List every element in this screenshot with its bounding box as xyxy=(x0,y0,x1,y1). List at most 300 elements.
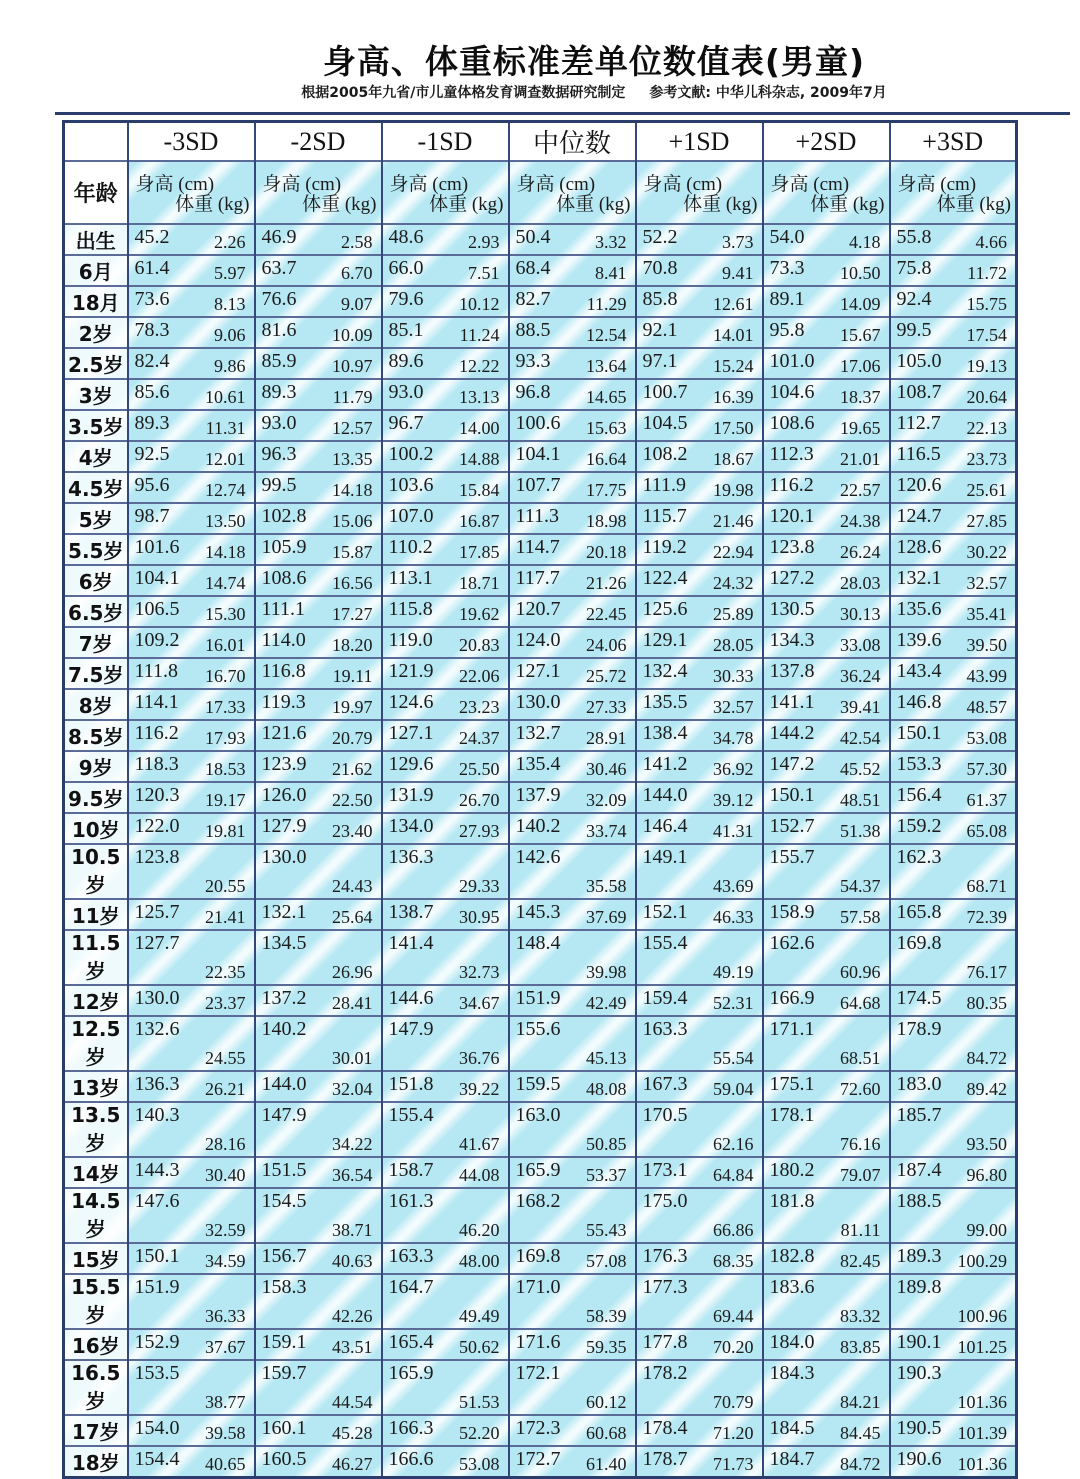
weight-value: 70.20 xyxy=(713,1337,754,1357)
weight-value: 84.45 xyxy=(840,1423,881,1443)
data-cell xyxy=(382,627,509,658)
data-cell xyxy=(128,441,255,472)
data-cell xyxy=(128,658,255,689)
height-value: 162.6 xyxy=(769,932,815,954)
age-cell: 出生 xyxy=(64,224,128,255)
height-value: 159.4 xyxy=(642,987,688,1009)
weight-value: 18.20 xyxy=(332,635,373,655)
weight-value: 46.20 xyxy=(459,1220,500,1240)
data-cell xyxy=(255,410,382,441)
data-cell xyxy=(636,596,763,627)
height-value: 78.3 xyxy=(134,319,170,341)
height-value: 122.0 xyxy=(134,815,180,837)
height-value: 127.1 xyxy=(515,660,561,682)
weight-value: 60.12 xyxy=(586,1392,627,1412)
weight-value: 28.03 xyxy=(840,573,881,593)
table-row xyxy=(64,410,1017,441)
weight-value: 22.94 xyxy=(713,542,754,562)
weight-value: 51.53 xyxy=(459,1392,500,1412)
weight-value: 10.97 xyxy=(332,356,373,376)
weight-value: 24.37 xyxy=(459,728,500,748)
table-row xyxy=(64,1446,1017,1478)
weight-value: 10.12 xyxy=(459,294,500,314)
data-cell xyxy=(509,441,636,472)
weight-value: 15.30 xyxy=(205,604,246,624)
height-value: 130.0 xyxy=(261,846,307,868)
height-value: 135.6 xyxy=(896,598,942,620)
height-value: 171.1 xyxy=(769,1018,815,1040)
height-value: 96.8 xyxy=(515,381,551,403)
data-cell xyxy=(382,1016,509,1071)
height-value: 178.2 xyxy=(642,1362,688,1384)
weight-value: 11.72 xyxy=(967,263,1007,283)
height-value: 70.8 xyxy=(642,257,678,279)
weight-value: 79.07 xyxy=(840,1165,881,1185)
weight-value: 55.54 xyxy=(713,1048,754,1068)
data-cell xyxy=(636,844,763,899)
age-cell: 3.5岁 xyxy=(64,410,128,441)
height-value: 112.7 xyxy=(896,412,941,434)
height-value: 137.8 xyxy=(769,660,815,682)
weight-value: 28.91 xyxy=(586,728,627,748)
height-value: 181.8 xyxy=(769,1190,815,1212)
weight-value: 45.28 xyxy=(332,1423,373,1443)
height-value: 165.8 xyxy=(896,901,942,923)
data-cell xyxy=(636,930,763,985)
weight-value: 9.86 xyxy=(214,356,246,376)
weight-value: 17.06 xyxy=(840,356,881,376)
weight-value: 16.56 xyxy=(332,573,373,593)
weight-value: 45.52 xyxy=(840,759,881,779)
age-cell: 18岁 xyxy=(64,1446,128,1478)
data-cell xyxy=(255,565,382,596)
weight-value: 45.13 xyxy=(586,1048,627,1068)
data-cell xyxy=(255,596,382,627)
height-value: 140.2 xyxy=(261,1018,307,1040)
data-cell xyxy=(890,1016,1017,1071)
weight-value: 39.12 xyxy=(713,790,754,810)
height-value: 45.2 xyxy=(134,226,170,248)
age-cell: 7.5岁 xyxy=(64,658,128,689)
weight-value: 83.85 xyxy=(840,1337,881,1357)
height-value: 109.2 xyxy=(134,629,180,651)
weight-value: 24.55 xyxy=(205,1048,246,1068)
data-cell xyxy=(382,658,509,689)
height-value: 170.5 xyxy=(642,1104,688,1126)
weight-value: 72.39 xyxy=(966,907,1007,927)
height-value: 105.9 xyxy=(261,536,307,558)
height-value: 169.8 xyxy=(896,932,942,954)
height-value: 100.2 xyxy=(388,443,434,465)
weight-value: 28.05 xyxy=(713,635,754,655)
weight-value: 8.41 xyxy=(595,263,627,283)
col-header-plus2sd: +2SD xyxy=(763,122,890,162)
height-value: 150.1 xyxy=(134,1245,180,1267)
data-cell xyxy=(128,1016,255,1071)
height-value: 130.0 xyxy=(515,691,561,713)
height-value: 152.9 xyxy=(134,1331,180,1353)
height-value: 85.6 xyxy=(134,381,170,403)
data-cell xyxy=(763,985,890,1016)
height-value: 184.3 xyxy=(769,1362,815,1384)
height-value: 134.0 xyxy=(388,815,434,837)
weight-value: 84.72 xyxy=(966,1048,1007,1068)
height-value: 172.7 xyxy=(515,1448,561,1470)
weight-value: 48.51 xyxy=(840,790,881,810)
height-value: 110.2 xyxy=(388,536,433,558)
height-value: 134.3 xyxy=(769,629,815,651)
table-row xyxy=(64,930,1017,985)
height-value: 92.5 xyxy=(134,443,170,465)
data-cell xyxy=(890,1071,1017,1102)
table-row xyxy=(64,844,1017,899)
weight-value: 38.71 xyxy=(332,1220,373,1240)
weight-value: 18.37 xyxy=(840,387,881,407)
data-cell xyxy=(509,751,636,782)
height-value: 125.6 xyxy=(642,598,688,620)
data-cell xyxy=(509,1274,636,1329)
weight-value: 46.33 xyxy=(713,907,754,927)
age-cell: 9.5岁 xyxy=(64,782,128,813)
data-cell xyxy=(890,596,1017,627)
height-value: 165.9 xyxy=(388,1362,434,1384)
weight-value: 39.50 xyxy=(966,635,1007,655)
data-cell xyxy=(382,472,509,503)
weight-value: 48.00 xyxy=(459,1251,500,1271)
weight-value: 28.16 xyxy=(205,1134,246,1154)
height-unit-label: 身高 (cm) xyxy=(897,174,977,195)
weight-value: 53.08 xyxy=(459,1454,500,1474)
weight-value: 50.62 xyxy=(459,1337,500,1357)
data-cell xyxy=(763,286,890,317)
height-value: 93.0 xyxy=(388,381,424,403)
data-cell xyxy=(890,627,1017,658)
height-value: 127.1 xyxy=(388,722,434,744)
height-value: 164.7 xyxy=(388,1276,434,1298)
data-cell xyxy=(636,565,763,596)
height-value: 130.5 xyxy=(769,598,815,620)
data-cell xyxy=(255,472,382,503)
data-cell xyxy=(128,627,255,658)
weight-value: 15.75 xyxy=(966,294,1007,314)
unit-cell xyxy=(763,161,890,224)
height-value: 176.3 xyxy=(642,1245,688,1267)
weight-unit-label: 体重 (kg) xyxy=(302,194,377,215)
height-value: 147.9 xyxy=(261,1104,307,1126)
age-cell: 8.5岁 xyxy=(64,720,128,751)
height-value: 156.4 xyxy=(896,784,942,806)
height-value: 165.4 xyxy=(388,1331,434,1353)
unit-cell xyxy=(509,161,636,224)
height-value: 150.1 xyxy=(769,784,815,806)
data-cell xyxy=(509,534,636,565)
weight-value: 19.17 xyxy=(205,790,246,810)
data-cell xyxy=(128,224,255,255)
data-cell xyxy=(509,286,636,317)
weight-value: 19.13 xyxy=(966,356,1007,376)
height-value: 165.9 xyxy=(515,1159,561,1181)
height-value: 108.6 xyxy=(769,412,815,434)
weight-value: 36.76 xyxy=(459,1048,500,1068)
weight-value: 15.67 xyxy=(840,325,881,345)
weight-value: 61.40 xyxy=(586,1454,627,1474)
height-value: 177.8 xyxy=(642,1331,688,1353)
sd-header-row xyxy=(64,122,1017,162)
height-value: 169.8 xyxy=(515,1245,561,1267)
data-cell xyxy=(636,720,763,751)
weight-value: 25.64 xyxy=(332,907,373,927)
data-cell xyxy=(382,1071,509,1102)
height-value: 111.9 xyxy=(642,474,687,496)
weight-value: 30.95 xyxy=(459,907,500,927)
data-cell xyxy=(382,1102,509,1157)
weight-value: 72.60 xyxy=(840,1079,881,1099)
weight-value: 23.40 xyxy=(332,821,373,841)
data-cell xyxy=(255,1157,382,1188)
weight-value: 15.06 xyxy=(332,511,373,531)
weight-value: 21.62 xyxy=(332,759,373,779)
data-cell xyxy=(255,348,382,379)
weight-value: 34.59 xyxy=(205,1251,246,1271)
data-cell xyxy=(382,1446,509,1478)
weight-value: 37.69 xyxy=(586,907,627,927)
data-cell xyxy=(382,534,509,565)
age-cell: 15岁 xyxy=(64,1243,128,1274)
data-cell xyxy=(382,1157,509,1188)
data-cell xyxy=(255,1360,382,1415)
weight-value: 93.50 xyxy=(966,1134,1007,1154)
weight-value: 5.97 xyxy=(214,263,246,283)
height-value: 147.9 xyxy=(388,1018,434,1040)
height-value: 115.7 xyxy=(642,505,687,527)
data-cell xyxy=(255,782,382,813)
height-value: 156.7 xyxy=(261,1245,307,1267)
height-value: 162.3 xyxy=(896,846,942,868)
table-row xyxy=(64,1016,1017,1071)
data-cell xyxy=(509,1157,636,1188)
height-value: 174.5 xyxy=(896,987,942,1009)
data-cell xyxy=(128,782,255,813)
height-value: 163.3 xyxy=(642,1018,688,1040)
weight-value: 32.57 xyxy=(713,697,754,717)
height-value: 100.7 xyxy=(642,381,688,403)
age-cell: 5.5岁 xyxy=(64,534,128,565)
data-cell xyxy=(509,658,636,689)
height-value: 121.6 xyxy=(261,722,307,744)
age-cell: 12岁 xyxy=(64,985,128,1016)
height-value: 73.3 xyxy=(769,257,805,279)
data-cell xyxy=(128,1102,255,1157)
data-cell xyxy=(509,224,636,255)
data-cell xyxy=(890,565,1017,596)
page-title: 身高、体重标准差单位数值表(男童) xyxy=(322,42,866,81)
age-cell: 11岁 xyxy=(64,899,128,930)
data-cell xyxy=(382,930,509,985)
height-value: 130.0 xyxy=(134,987,180,1009)
weight-value: 14.18 xyxy=(332,480,373,500)
height-value: 184.7 xyxy=(769,1448,815,1470)
weight-value: 2.93 xyxy=(468,232,500,252)
data-cell xyxy=(890,844,1017,899)
data-cell xyxy=(382,286,509,317)
height-value: 98.7 xyxy=(134,505,170,527)
data-cell xyxy=(763,565,890,596)
weight-value: 27.33 xyxy=(586,697,627,717)
height-value: 116.2 xyxy=(769,474,814,496)
height-value: 155.6 xyxy=(515,1018,561,1040)
table-row xyxy=(64,751,1017,782)
weight-value: 20.64 xyxy=(966,387,1007,407)
weight-value: 14.88 xyxy=(459,449,500,469)
weight-value: 43.51 xyxy=(332,1337,373,1357)
height-value: 159.1 xyxy=(261,1331,307,1353)
data-cell xyxy=(128,472,255,503)
weight-value: 6.70 xyxy=(341,263,373,283)
age-cell: 11.5岁 xyxy=(64,930,128,985)
data-cell xyxy=(763,930,890,985)
height-value: 95.6 xyxy=(134,474,170,496)
data-cell xyxy=(255,1016,382,1071)
weight-value: 100.96 xyxy=(957,1306,1007,1326)
height-value: 153.5 xyxy=(134,1362,180,1384)
weight-value: 23.23 xyxy=(459,697,500,717)
weight-value: 44.54 xyxy=(332,1392,373,1412)
height-value: 118.3 xyxy=(134,753,179,775)
weight-value: 50.85 xyxy=(586,1134,627,1154)
height-value: 172.3 xyxy=(515,1417,561,1439)
height-value: 173.1 xyxy=(642,1159,688,1181)
data-cell xyxy=(636,1243,763,1274)
height-value: 114.1 xyxy=(134,691,179,713)
height-value: 102.8 xyxy=(261,505,307,527)
data-cell xyxy=(128,720,255,751)
weight-value: 70.79 xyxy=(713,1392,754,1412)
data-cell xyxy=(890,534,1017,565)
weight-value: 48.57 xyxy=(966,697,1007,717)
height-value: 104.1 xyxy=(515,443,561,465)
age-cell: 13岁 xyxy=(64,1071,128,1102)
height-value: 161.3 xyxy=(388,1190,434,1212)
weight-value: 17.75 xyxy=(586,480,627,500)
data-cell xyxy=(890,1243,1017,1274)
data-cell xyxy=(128,899,255,930)
data-cell xyxy=(763,627,890,658)
weight-value: 14.65 xyxy=(586,387,627,407)
weight-value: 7.51 xyxy=(468,263,500,283)
data-cell xyxy=(890,1329,1017,1360)
data-cell xyxy=(636,899,763,930)
data-cell xyxy=(128,751,255,782)
data-cell xyxy=(763,658,890,689)
height-value: 101.6 xyxy=(134,536,180,558)
height-value: 190.3 xyxy=(896,1362,942,1384)
table-row xyxy=(64,720,1017,751)
weight-value: 42.54 xyxy=(840,728,881,748)
height-value: 163.0 xyxy=(515,1104,561,1126)
height-value: 153.3 xyxy=(896,753,942,775)
weight-value: 22.50 xyxy=(332,790,373,810)
weight-value: 16.01 xyxy=(205,635,246,655)
weight-value: 19.97 xyxy=(332,697,373,717)
height-value: 120.6 xyxy=(896,474,942,496)
data-cell xyxy=(890,317,1017,348)
height-value: 190.6 xyxy=(896,1448,942,1470)
table-row xyxy=(64,441,1017,472)
weight-value: 12.22 xyxy=(459,356,500,376)
height-value: 124.7 xyxy=(896,505,942,527)
data-cell xyxy=(509,503,636,534)
weight-value: 17.54 xyxy=(966,325,1007,345)
height-value: 116.8 xyxy=(261,660,306,682)
weight-value: 101.39 xyxy=(957,1423,1007,1443)
weight-value: 18.71 xyxy=(459,573,500,593)
weight-value: 39.58 xyxy=(205,1423,246,1443)
height-value: 150.1 xyxy=(896,722,942,744)
data-cell xyxy=(763,1188,890,1243)
weight-unit-label: 体重 (kg) xyxy=(810,194,885,215)
data-cell xyxy=(763,1016,890,1071)
data-cell xyxy=(890,286,1017,317)
data-cell xyxy=(509,720,636,751)
height-value: 104.1 xyxy=(134,567,180,589)
weight-value: 10.61 xyxy=(205,387,246,407)
weight-value: 68.71 xyxy=(966,876,1007,896)
age-cell: 14岁 xyxy=(64,1157,128,1188)
weight-value: 19.98 xyxy=(713,480,754,500)
weight-value: 25.50 xyxy=(459,759,500,779)
data-cell xyxy=(509,565,636,596)
data-cell xyxy=(763,1243,890,1274)
height-value: 127.2 xyxy=(769,567,815,589)
data-cell xyxy=(509,844,636,899)
height-value: 152.7 xyxy=(769,815,815,837)
data-cell xyxy=(636,255,763,286)
height-value: 171.0 xyxy=(515,1276,561,1298)
weight-value: 39.98 xyxy=(586,962,627,982)
height-value: 141.4 xyxy=(388,932,434,954)
data-cell xyxy=(636,1102,763,1157)
height-value: 178.1 xyxy=(769,1104,815,1126)
table-row xyxy=(64,348,1017,379)
weight-value: 71.73 xyxy=(713,1454,754,1474)
weight-value: 20.83 xyxy=(459,635,500,655)
weight-value: 11.31 xyxy=(205,418,246,438)
data-cell xyxy=(890,813,1017,844)
weight-value: 60.68 xyxy=(586,1423,627,1443)
height-value: 182.8 xyxy=(769,1245,815,1267)
height-value: 172.1 xyxy=(515,1362,561,1384)
data-cell xyxy=(890,930,1017,985)
data-cell xyxy=(128,1360,255,1415)
height-value: 132.1 xyxy=(896,567,942,589)
age-cell: 12.5岁 xyxy=(64,1016,128,1071)
weight-value: 21.41 xyxy=(205,907,246,927)
weight-value: 17.27 xyxy=(332,604,373,624)
height-value: 124.6 xyxy=(388,691,434,713)
data-cell xyxy=(509,379,636,410)
age-cell: 17岁 xyxy=(64,1415,128,1446)
weight-value: 14.01 xyxy=(713,325,754,345)
weight-value: 58.39 xyxy=(586,1306,627,1326)
height-value: 147.2 xyxy=(769,753,815,775)
height-value: 100.6 xyxy=(515,412,561,434)
height-value: 158.7 xyxy=(388,1159,434,1181)
data-cell xyxy=(255,720,382,751)
data-cell xyxy=(636,379,763,410)
weight-value: 21.46 xyxy=(713,511,754,531)
height-value: 187.4 xyxy=(896,1159,942,1181)
data-cell xyxy=(382,441,509,472)
